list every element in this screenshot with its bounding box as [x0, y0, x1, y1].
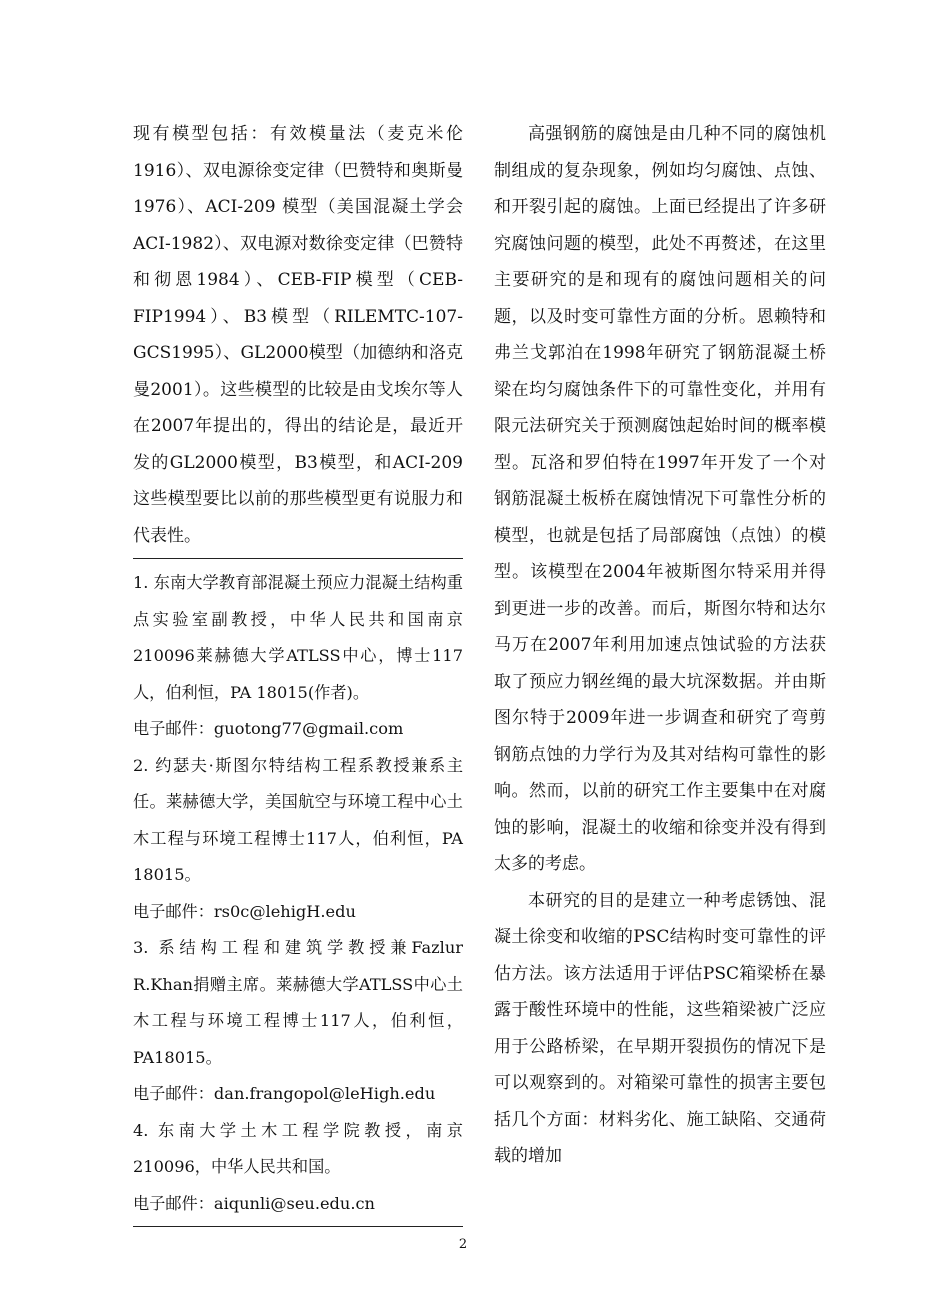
footnote-2-text: 2. 约瑟夫·斯图尔特结构工程系教授兼系主任。莱赫德大学，美国航空与环境工程中心土木工程与环境工程博士117人，伯利恒，PA 18015。	[133, 755, 463, 884]
body-paragraph-corrosion: 高强钢筋的腐蚀是由几种不同的腐蚀机制组成的复杂现象，例如均匀腐蚀、点蚀、和开裂引起的腐蚀。上面已经提出了许多研究腐蚀问题的模型，此处不再赘述，在这里主要研究的是和现有的腐蚀问题相关的问题，以及时变可靠性方面的分析。恩赖特和弗兰戈郭泊在1998年研究了钢筋混凝土桥梁在均匀腐蚀条件下的可靠性变化，并用有限元法研究关于预测腐蚀起始时间的概率模型。瓦洛和罗伯特在1997年开发了一个对钢筋混凝土板桥在腐蚀情况下可靠性分析的模型，也就是包括了局部腐蚀（点蚀）的模型。该模型在2004年被斯图尔特采用并得到更进一步的改善。而后，斯图尔特和达尔马万在2007年利用加速点蚀试验的方法获取了预应力钢丝绳的最大坑深数据。并由斯图尔特于2009年进一步调查和研究了弯剪钢筋点蚀的力学行为及其对结构可靠性的影响。然而，以前的研究工作主要集中在对腐蚀的影响，混凝土的收缩和徐变并没有得到太多的考虑。	[494, 124, 826, 874]
footnote-1-text: 1. 东南大学教育部混凝土预应力混凝土结构重点实验室副教授，中华人民共和国南京210096莱赫德大学ATLSS中心，博士117人，伯利恒，PA 18015(作者)。	[133, 573, 463, 702]
footnote-3-text: 3. 系结构工程和建筑学教授兼Fazlur R.Khan捐赠主席。莱赫德大学ATLSS中心土木工程与环境工程博士117人，伯利恒，PA18015。	[133, 938, 463, 1067]
footnote-3-email: 电子邮件：dan.frangopol@leHigh.edu	[133, 1084, 436, 1103]
footnote-2-email: 电子邮件：rs0c@lehigH.edu	[133, 901, 356, 921]
footnotes	[133, 565, 463, 1222]
body-paragraph-objective: 本研究的目的是建立一种考虑锈蚀、混凝土徐变和收缩的PSC结构时变可靠性的评估方法。该方法适用于评估PSC箱梁桥在暴露于酸性环境中的性能，这些箱梁被广泛应用于公路桥梁，在早期开裂损伤的情况下是可以观察到的。对箱梁可靠性的损害主要包括几个方面：材料劣化、施工缺陷、交通荷载的增加	[494, 890, 826, 1166]
footnote-4-email: 电子邮件：aiqunli@seu.edu.cn	[133, 1193, 375, 1213]
right-column	[494, 116, 826, 1175]
page-number: 2	[458, 1237, 468, 1252]
footnote-1-email: 电子邮件：guotong77@gmail.com	[133, 719, 404, 738]
footnote-rule-bottom	[133, 1226, 463, 1227]
footnote-rule-top	[133, 558, 463, 559]
intro-paragraph: 现有模型包括：有效模量法（麦克米伦1916）、双电源徐变定律（巴赞特和奥斯曼1976）、ACI-209 模型（美国混凝土学会ACI-1982）、双电源对数徐变定律（巴赞特和彻恩1984）、CEB-FIP模型（CEB-FIP1994）、B3模型（RILEMTC-107-GCS1995）、GL2000模型（加德纳和洛克曼2001）。这些模型的比较是由戈埃尔等人在2007年提出的，得出的结论是，最近开发的GL2000模型，B3模型，和ACI-209这些模型要比以前的那些模型更有说服力和代表性。	[133, 124, 463, 546]
left-column	[133, 116, 463, 1233]
footnote-4-text: 4. 东南大学土木工程学院教授，南京210096，中华人民共和国。	[133, 1120, 463, 1176]
